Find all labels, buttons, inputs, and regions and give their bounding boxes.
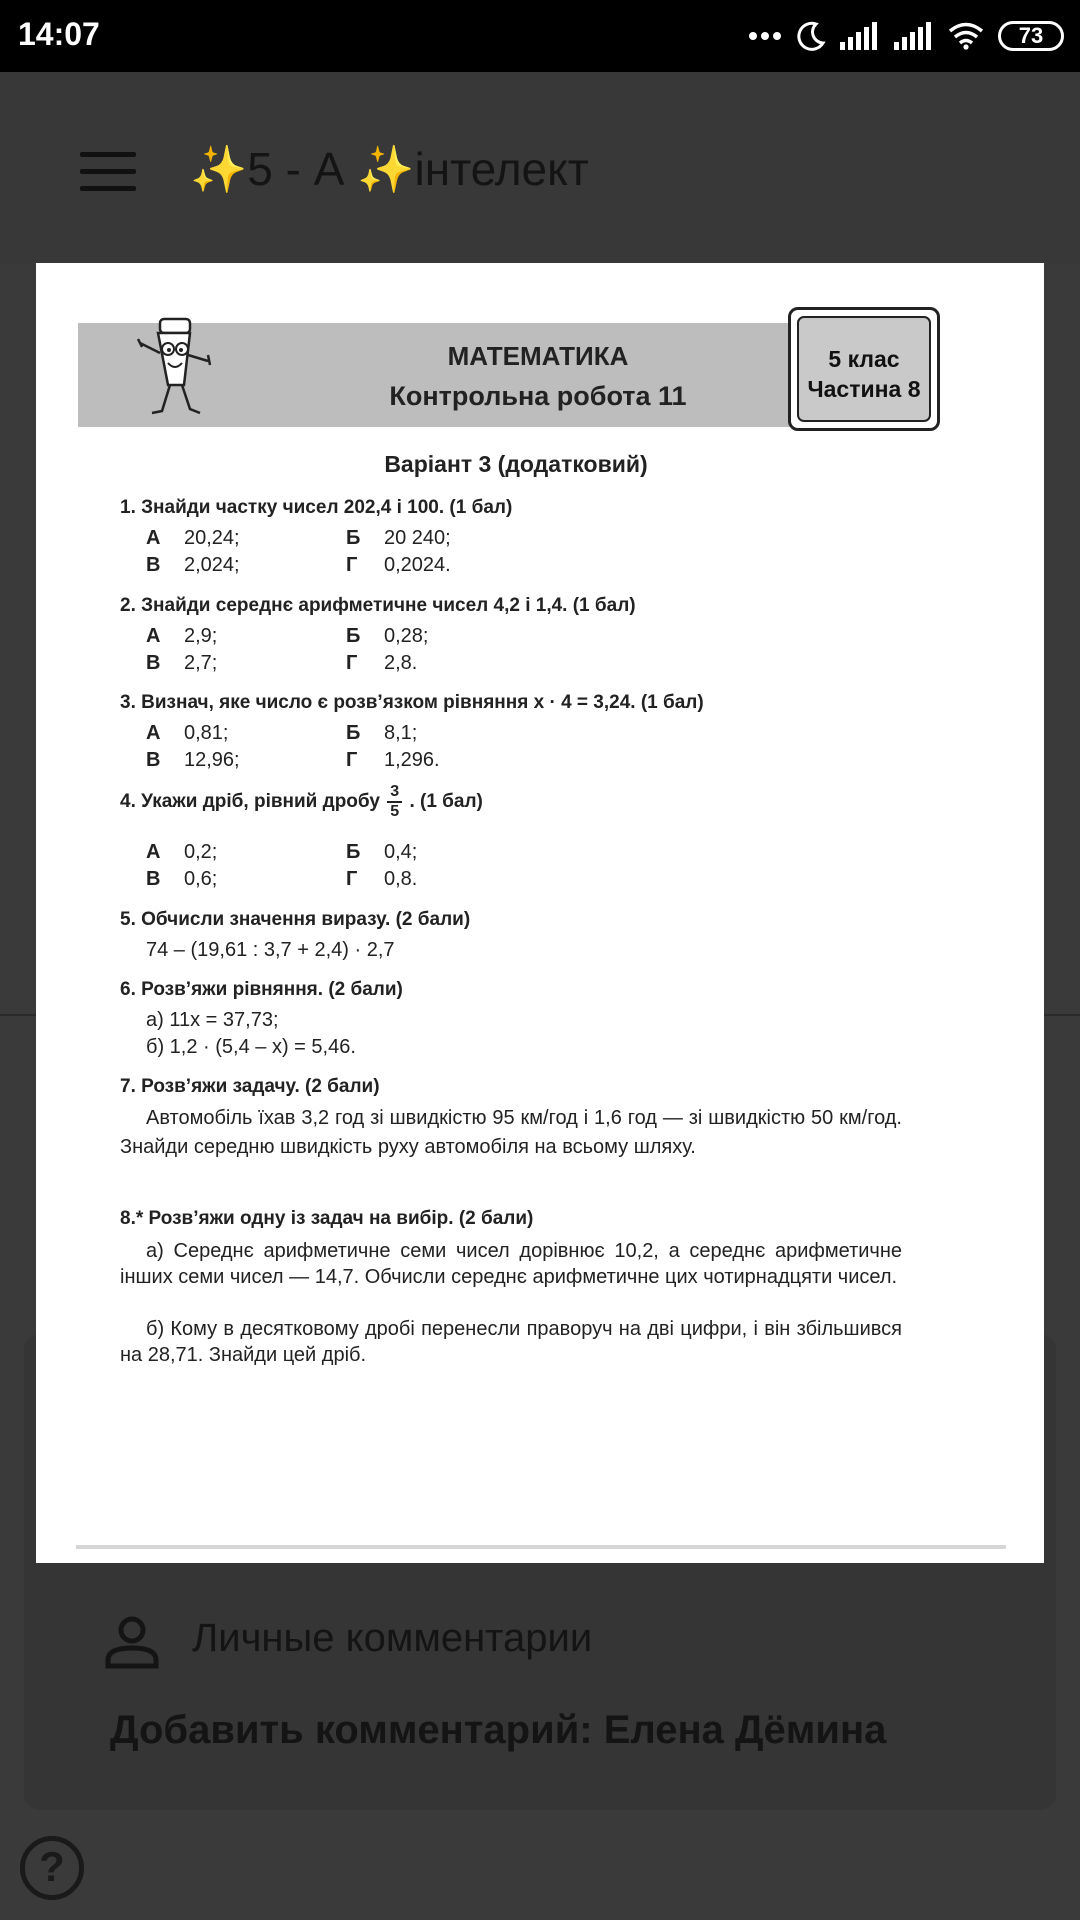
add-comment-button[interactable]: Добавить комментарий: Елена Дёмина — [110, 1708, 887, 1752]
option-c: В 0,6; — [146, 868, 218, 890]
question-8: 8.* Розв’яжи одну із задач на вибір. (2 бали) — [120, 1208, 534, 1229]
question-7: 7. Розв’яжи задачу. (2 бали) — [120, 1076, 380, 1097]
option-a: А 0,2; — [146, 841, 218, 863]
badge-part: Частина 8 — [807, 376, 921, 402]
fraction-denominator: 5 — [390, 803, 400, 820]
question-1: 1. Знайди частку чисел 202,4 і 100. (1 бал) — [120, 497, 513, 518]
equation-a: а) 11x = 37,73; — [146, 1009, 279, 1031]
question-3: 3. Визнач, яке число є розв’язком рівняння x · 4 = 3,24. (1 бал) — [120, 692, 704, 713]
menu-icon[interactable] — [80, 152, 136, 192]
wifi-icon — [948, 22, 984, 50]
status-bar — [0, 0, 1080, 72]
battery-indicator: 73 — [998, 21, 1064, 51]
option-c: В 2,024; — [146, 554, 240, 576]
option-b: Б 8,1; — [346, 722, 418, 744]
equation-b: б) 1,2 · (5,4 – x) = 5,46. — [146, 1036, 356, 1058]
option-d: Г 0,2024. — [346, 554, 451, 576]
pencil-mascot-icon — [128, 313, 218, 423]
option-a: А 20,24; — [146, 527, 240, 549]
badge-grade: 5 клас — [828, 346, 900, 372]
option-a: А 2,9; — [146, 625, 218, 647]
task-8b-text: б) Кому в десятковому дробі перенесли праворуч на дві цифри, і він збільшився на 28,71. Знайди цей дріб. — [120, 1318, 902, 1366]
person-icon — [104, 1614, 160, 1670]
option-d: Г 1,296. — [346, 749, 440, 771]
question-4-points: . (1 бал) — [409, 791, 483, 813]
option-d: Г 0,8. — [346, 868, 418, 890]
fraction-numerator: 3 — [387, 783, 402, 803]
option-a: А 0,81; — [146, 722, 229, 744]
moon-icon — [796, 21, 826, 51]
test-name: Контрольна робота 11 — [389, 381, 687, 411]
question-4 — [120, 783, 483, 821]
option-c: В 12,96; — [146, 749, 240, 771]
option-c: В 2,7; — [146, 652, 218, 674]
expression: 74 – (19,61 : 3,7 + 2,4) · 2,7 — [146, 939, 395, 961]
private-comments-card — [24, 1560, 1056, 1810]
option-b: Б 0,4; — [346, 841, 418, 863]
question-2: 2. Знайди середнє арифметичне чисел 4,2 і 1,4. (1 бал) — [120, 595, 636, 616]
task-7-text: Автомобіль їхав 3,2 год зі швидкістю 95 км/год і 1,6 год — зі швидкістю 50 км/год. Знайди середню швидкість руху автомобіля на всьому шляху. — [120, 1107, 902, 1158]
status-icons — [748, 18, 1064, 54]
option-d: Г 2,8. — [346, 652, 418, 674]
question-4-text: 4. Укажи дріб, рівний дробу — [120, 791, 380, 813]
question-6: 6. Розв’яжи рівняння. (2 бали) — [120, 979, 403, 1000]
task-8a-text: а) Середнє арифметичне семи чисел дорівнює 10,2, а середнє арифметичне інших семи чисел — 14,7. Обчисли середнє арифметичне цих чотирнадцяти чисел. — [120, 1240, 902, 1288]
worksheet-page — [76, 263, 1006, 1549]
signal-icon — [840, 22, 880, 50]
option-b: Б 0,28; — [346, 625, 429, 647]
variant-title: Варіант 3 (додатковий) — [384, 451, 648, 477]
app-bar — [0, 72, 1080, 264]
fraction — [387, 783, 402, 821]
status-time: 14:07 — [18, 16, 100, 52]
help-icon[interactable]: ? — [20, 1836, 84, 1900]
question-5: 5. Обчисли значення виразу. (2 бали) — [120, 909, 471, 930]
more-dots-icon — [748, 31, 782, 41]
grade-badge-inner — [797, 316, 931, 422]
private-comments-label: Личные комментарии — [192, 1616, 593, 1660]
image-viewer[interactable] — [36, 263, 1044, 1563]
option-b: Б 20 240; — [346, 527, 451, 549]
subject-title: МАТЕМАТИКА — [447, 341, 629, 371]
grade-badge — [788, 307, 940, 431]
signal-icon-2 — [894, 22, 934, 50]
class-title: ✨5 - А ✨інтелект — [190, 143, 589, 195]
